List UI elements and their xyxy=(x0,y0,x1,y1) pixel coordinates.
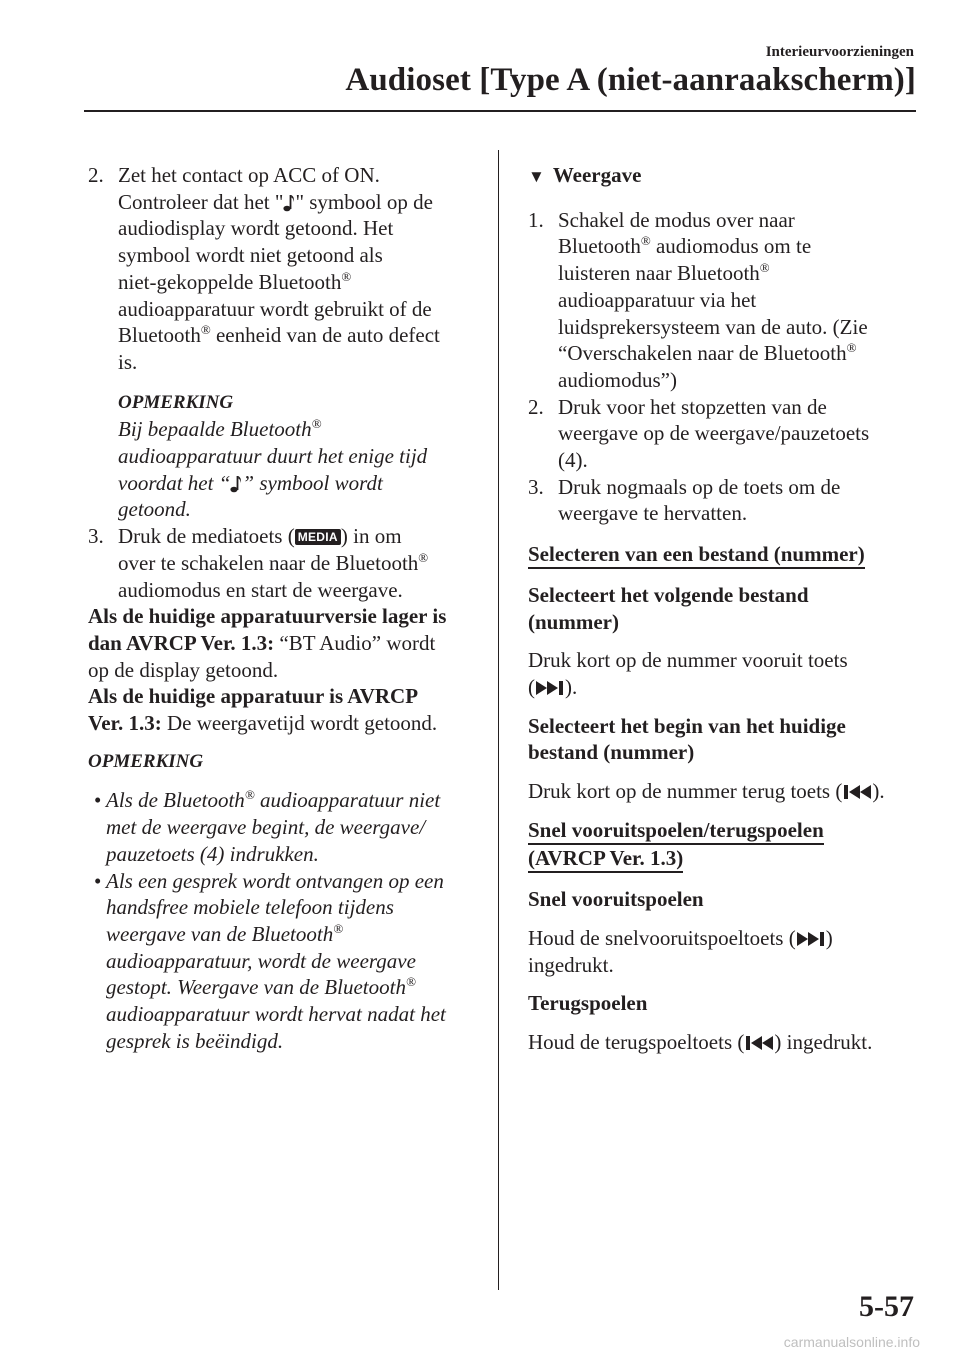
step-text: Schakel de modus over naar xyxy=(558,207,795,232)
item-body: ) ingedrukt. xyxy=(774,1029,873,1054)
step-text: audiomodus om te xyxy=(650,234,812,259)
step-text: symbool wordt niet getoond als xyxy=(118,243,383,268)
page-number: 5-57 xyxy=(859,1290,914,1323)
step-text: niet-gekoppelde Bluetooth xyxy=(118,269,342,294)
step-number: 1. xyxy=(528,207,544,232)
registered-mark: ® xyxy=(846,340,857,356)
item-body: Druk kort op de nummer terug toets ( xyxy=(528,779,843,804)
step-text: audioapparatuur via het xyxy=(558,287,757,312)
current-track-start xyxy=(528,713,918,805)
item-body: ingedrukt. xyxy=(528,952,614,977)
note-text: getoond. xyxy=(118,497,191,522)
step-text: Bluetooth xyxy=(558,234,641,259)
avrcp-label: Als de huidige apparatuur is AVRCP xyxy=(88,684,419,709)
note-body xyxy=(118,416,488,523)
step-text: Bluetooth xyxy=(118,323,201,348)
page-title: Audioset [Type A (niet-aanraakscherm)] xyxy=(345,62,916,98)
note-text: handsfree mobiele telefoon tijdens xyxy=(106,895,394,920)
note-block xyxy=(88,749,488,1055)
note-text: gestopt. Weergave van de Bluetooth xyxy=(106,975,406,1000)
left-column xyxy=(88,162,488,1055)
note-text: ” symbool wordt xyxy=(242,470,383,495)
step-text: audiomodus en start de weergave. xyxy=(118,577,403,602)
avrcp-text: Als de huidige apparatuurversie lager is xyxy=(88,604,447,629)
step-number: 3. xyxy=(528,474,544,499)
note-title: OPMERKING xyxy=(118,391,234,413)
step-2 xyxy=(528,394,918,474)
avrcp-text: op de display getoond. xyxy=(88,657,279,682)
note-text: met de weergave begint, de weergave/ xyxy=(106,815,426,840)
subsection-heading: Snel vooruitspoelen/terugspoelen xyxy=(528,818,824,845)
item-title: Selecteert het begin van het huidige xyxy=(528,713,846,738)
right-column xyxy=(528,162,918,1056)
registered-mark: ® xyxy=(640,233,651,249)
step-text: Druk nogmaals op de toets om de xyxy=(558,474,841,499)
step-text: audiomodus”) xyxy=(558,367,677,392)
note-title: OPMERKING xyxy=(88,750,204,772)
skip-forward-icon xyxy=(535,680,565,696)
step-text: audioapparatuur wordt gebruikt of de xyxy=(118,296,432,321)
item-body: Houd de snelvooruitspoeltoets ( xyxy=(528,925,796,950)
note-text: pauzetoets (4) indrukken. xyxy=(106,841,319,866)
step-text: “Overschakelen naar de Bluetooth xyxy=(558,341,847,366)
step-text: Druk de mediatoets ( xyxy=(118,524,295,549)
step-3 xyxy=(88,523,488,603)
step-text: luisteren naar Bluetooth xyxy=(558,261,760,286)
note-text: Als een gesprek wordt ontvangen op een xyxy=(106,868,444,893)
bullet-icon: • xyxy=(94,868,102,893)
step-text: audiodisplay wordt getoond. Het xyxy=(118,216,394,241)
step-text: weergave te hervatten. xyxy=(558,501,748,526)
note-text: voordat het “ xyxy=(118,470,231,495)
registered-mark: ® xyxy=(200,322,211,338)
item-body: Druk kort op de nummer vooruit toets xyxy=(528,648,848,673)
step-text: Controleer dat het " xyxy=(118,189,284,214)
item-title: (nummer) xyxy=(528,609,619,634)
note-block xyxy=(118,390,488,524)
skip-back-icon xyxy=(842,784,872,800)
column-divider xyxy=(498,150,499,1290)
avrcp-text: De weergavetijd wordt getoond. xyxy=(161,711,438,736)
section-heading-weergave xyxy=(528,162,918,191)
subsection-heading: Selecteren van een bestand (nummer) xyxy=(528,542,865,569)
fast-forward-icon xyxy=(796,931,826,947)
subsection-fast xyxy=(528,817,918,872)
note-text: audioapparatuur, wordt de weergave xyxy=(106,948,416,973)
next-track xyxy=(528,582,918,701)
registered-mark: ® xyxy=(759,260,770,276)
note-text: audioapparatuur niet xyxy=(254,788,441,813)
avrcp-text: “BT Audio” wordt xyxy=(274,630,436,655)
avrcp-info xyxy=(88,603,488,737)
subsection-heading: (AVRCP Ver. 1.3) xyxy=(528,846,683,873)
subsection-select xyxy=(528,541,918,568)
note-text: Bij bepaalde Bluetooth xyxy=(118,417,312,442)
step-3 xyxy=(528,474,918,527)
item-body: ( xyxy=(528,674,535,699)
step-1 xyxy=(528,207,918,394)
avrcp-label: dan AVRCP Ver. 1.3: xyxy=(88,630,275,655)
item-body: ). xyxy=(872,779,885,804)
section-heading-text: Weergave xyxy=(552,163,642,187)
watermark: carmanualsonline.info xyxy=(783,1334,920,1350)
registered-mark: ® xyxy=(244,787,255,803)
step-text: weergave op de weergave/pauzetoets xyxy=(558,421,870,446)
rewind xyxy=(528,990,918,1055)
note-bullet xyxy=(88,787,488,867)
music-note-icon xyxy=(230,475,242,493)
step-text: Zet het contact op ACC of ON. xyxy=(118,163,380,187)
step-text: Druk voor het stopzetten van de xyxy=(558,394,827,419)
triangle-icon: ▼ xyxy=(528,167,545,186)
step-text: " symbool op de xyxy=(295,189,433,214)
registered-mark: ® xyxy=(418,549,429,565)
registered-mark: ® xyxy=(405,974,416,990)
step-number: 2. xyxy=(528,394,544,419)
music-note-icon xyxy=(283,194,295,212)
step-text: over te schakelen naar de Bluetooth xyxy=(118,550,419,575)
note-text: weergave van de Bluetooth xyxy=(106,921,334,946)
step-text: ) in om xyxy=(340,524,402,549)
note-text: Als de Bluetooth xyxy=(106,788,245,813)
bullet-icon: • xyxy=(94,788,102,813)
step-text: is. xyxy=(118,349,138,374)
item-body: Houd de terugspoeltoets ( xyxy=(528,1029,745,1054)
fast-forward xyxy=(528,886,918,978)
item-body: ) xyxy=(825,925,833,950)
item-title: Selecteert het volgende bestand xyxy=(528,582,809,607)
item-title: Terugspoelen xyxy=(528,991,648,1016)
avrcp-label: Ver. 1.3: xyxy=(88,711,162,736)
registered-mark: ® xyxy=(333,920,344,936)
registered-mark: ® xyxy=(311,416,322,432)
media-button-icon: MEDIA xyxy=(295,529,341,545)
note-bullet xyxy=(88,868,488,1055)
step-text: (4). xyxy=(558,448,588,473)
step-2 xyxy=(88,162,488,523)
item-title: bestand (nummer) xyxy=(528,740,695,765)
rewind-icon xyxy=(744,1035,774,1051)
note-text: audioapparatuur wordt hervat nadat het xyxy=(106,1002,446,1027)
note-text: gesprek is beëindigd. xyxy=(106,1028,284,1053)
chapter-subtitle: Interieurvoorzieningen xyxy=(765,44,914,60)
step-text: luidsprekersysteem van de auto. (Zie xyxy=(558,314,868,339)
registered-mark: ® xyxy=(341,268,352,284)
step-number: 2. xyxy=(88,163,104,187)
note-text: audioapparatuur duurt het enige tijd xyxy=(118,444,428,469)
step-text: eenheid van de auto defect xyxy=(210,323,440,348)
step-number: 3. xyxy=(88,524,104,549)
item-title: Snel vooruitspoelen xyxy=(528,887,704,912)
item-body: ). xyxy=(565,674,578,699)
header-rule xyxy=(84,110,916,112)
